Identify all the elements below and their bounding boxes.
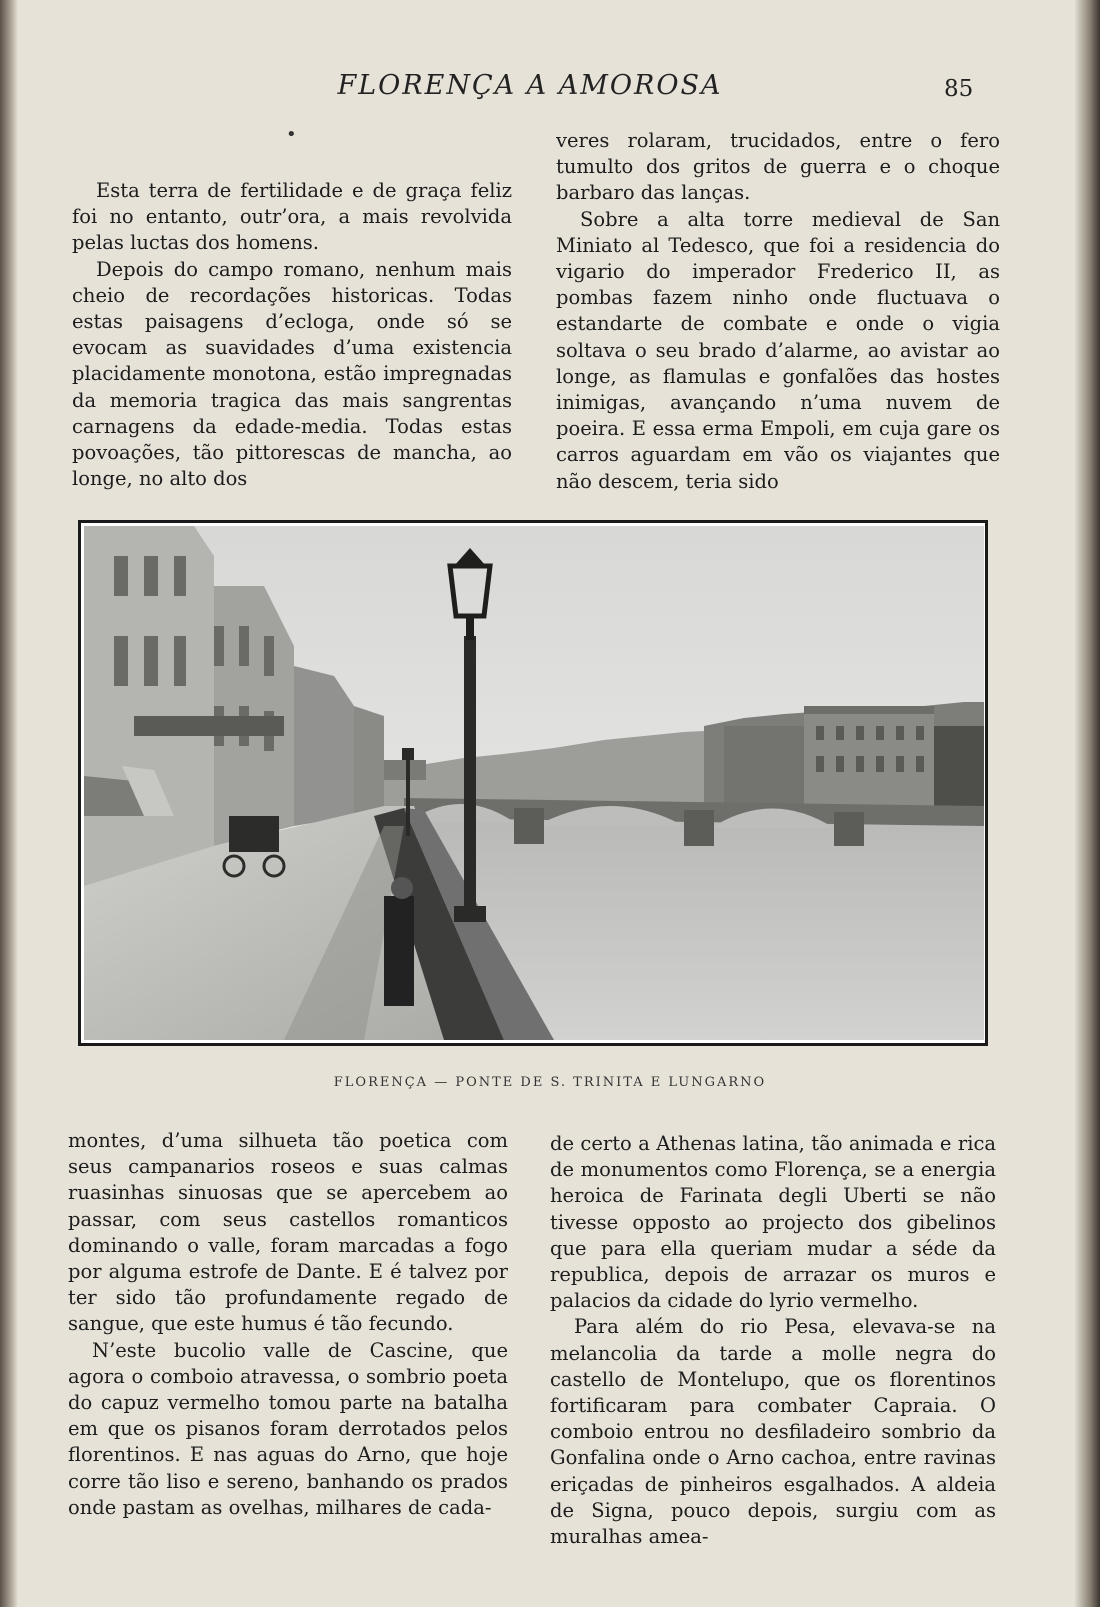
paragraph: Depois do campo romano, nenhum mais cheio de recordações historicas. Todas estas paisagens d’ecloga, onde só se evocam as suavidades d’uma existencia placidamente monotona, estão impregnadas da memoria tragica das mais sangrentas carnagens da edade-media. Todas estas povoações, tão pittorescas de mancha, ao longe, no alto dos xyxy=(72,257,512,491)
paragraph: veres rolaram, trucidados, entre o fero tumulto dos gritos de guerra e o choque barbaro das lanças. xyxy=(556,129,1000,205)
paragraph: Sobre a alta torre medieval de San Miniato al Tedesco, que foi a residencia do vigario do imperador Frederico II, as pombas fazem ninho onde fluctuava o estandarte de combate e onde o vigia soltava o seu brado d’alarme, ao avistar ao longe, as flamulas e gonfalões das hostes inimigas, avançando n’uma nuvem de poeira. E essa erma Empoli, em cuja gare os carros aguardam em vão os viajantes que não descem, teria sido xyxy=(556,207,1000,493)
photograph-ponte-santa-trinita xyxy=(78,520,988,1046)
paragraph: montes, d’uma silhueta tão poetica com seus campanarios roseos e suas calmas ruasinhas sinuosas que se apercebem ao passar, com seus castellos romanticos dominando o valle, foram marcadas a fogo por alguma estrofe de Dante. E é talvez por ter sido tão profundamente regado de sangue, que este humus é tão fecundo. xyxy=(68,1129,508,1336)
column-bottom-right xyxy=(550,1131,996,1550)
column-top-right xyxy=(556,128,1000,495)
photo-caption: FLORENÇA — PONTE DE S. TRINITA E LUNGARNO xyxy=(333,1075,767,1090)
paragraph: Esta terra de fertilidade e de graça feliz foi no entanto, outr’ora, a mais revolvida pelas luctas dos homens. xyxy=(72,179,512,255)
photograph-image xyxy=(84,526,984,1040)
page-number: 85 xyxy=(944,76,974,102)
column-bottom-left xyxy=(68,1128,508,1521)
paragraph: Para além do rio Pesa, elevava-se na melancolia da tarde a molle negra do castello de Montelupo, que os florentinos fortificaram para combater Capraia. O comboio entrou no desfiladeiro sombrio da Gonfalina onde o Arno cachoa, entre ravinas eriçadas de pinheiros esgalhados. A aldeia de Signa, pouco depois, surgiu com as muralhas amea- xyxy=(550,1315,996,1549)
paragraph: N’este bucolio valle de Cascine, que agora o comboio atravessa, o sombrio poeta do capuz vermelho tomou parte na batalha em que os pisanos foram derrotados pelos florentinos. E nas aguas do Arno, que hoje corre tão liso e sereno, banhando os prados onde pastam as ovelhas, milhares de cada- xyxy=(68,1338,508,1519)
running-title: FLORENÇA A AMOROSA xyxy=(337,70,723,101)
book-spine-shadow xyxy=(0,0,18,1607)
paragraph: de certo a Athenas latina, tão animada e rica de monumentos como Florença, se a energia heroica de Farinata degli Uberti se não tivesse opposto ao projecto dos gibelinos que para ella queriam mudar a séde da republica, depois de arrazar os muros e palacios da cidade do lyrio vermelho. xyxy=(550,1132,996,1313)
section-ornament: • xyxy=(286,124,297,145)
column-top-left xyxy=(72,178,512,492)
page-edge-shadow xyxy=(1074,0,1100,1607)
